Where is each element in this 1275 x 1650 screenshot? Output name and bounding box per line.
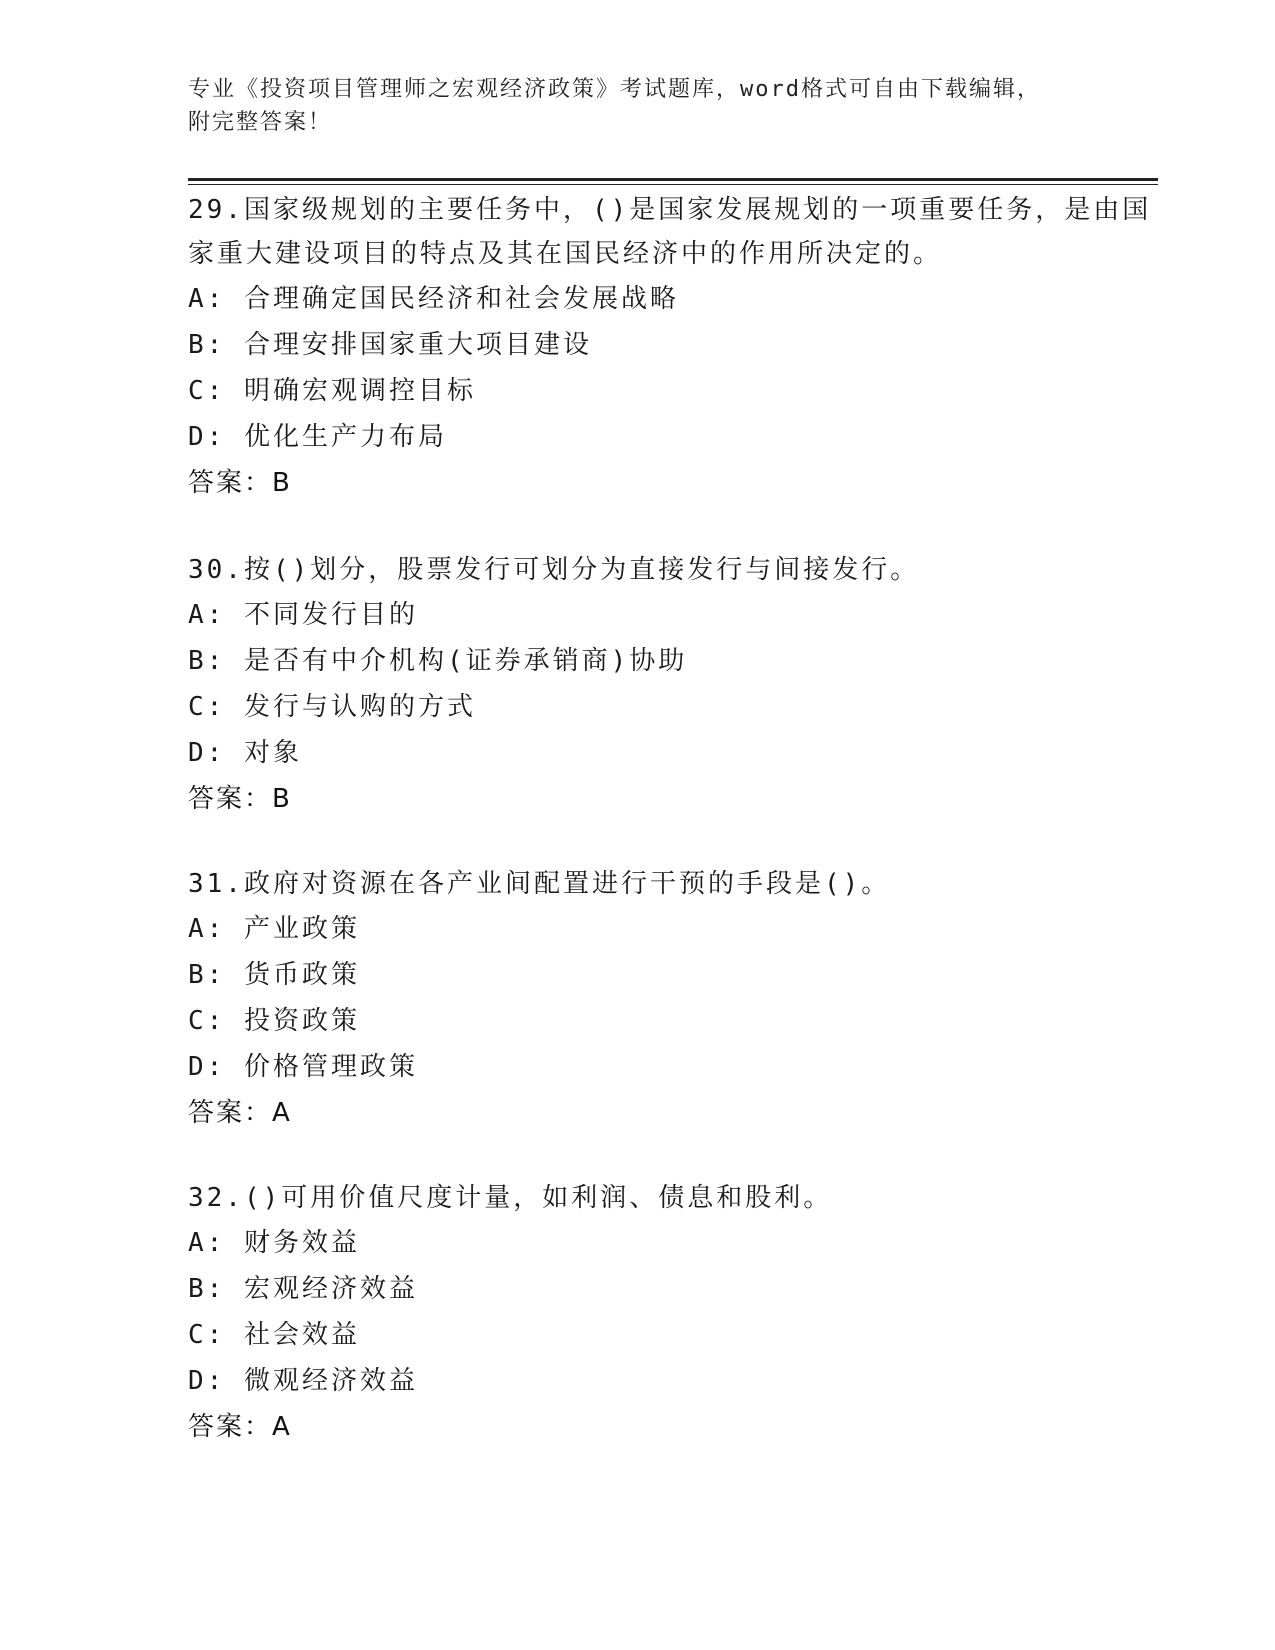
option-a: A: 产业政策 bbox=[188, 914, 360, 944]
option-d: D: 优化生产力布局 bbox=[188, 422, 447, 452]
header-intro-line-2: 附完整答案！ bbox=[188, 110, 333, 135]
option-a: A: 合理确定国民经济和社会发展战略 bbox=[188, 284, 679, 314]
header-intro-line-1: 专业《投资项目管理师之宏观经济政策》考试题库，word格式可自由下载编辑， bbox=[188, 77, 1041, 102]
option-d: D: 微观经济效益 bbox=[188, 1366, 418, 1396]
question-stem: 29.国家级规划的主要任务中，()是国家发展规划的一项重要任务，是由国家重大建设项目的特点及其在国民经济中的作用所决定的。 bbox=[188, 195, 1152, 269]
option-c: C: 社会效益 bbox=[188, 1320, 360, 1350]
option-a: A: 不同发行目的 bbox=[188, 600, 418, 630]
document-header bbox=[188, 73, 1088, 139]
option-b: B: 宏观经济效益 bbox=[188, 1274, 418, 1304]
answer-label: 答案：A bbox=[188, 1098, 292, 1128]
option-c: C: 投资政策 bbox=[188, 1006, 360, 1036]
question-stem: 32.()可用价值尺度计量，如利润、债息和股利。 bbox=[188, 1183, 833, 1213]
option-b: B: 合理安排国家重大项目建设 bbox=[188, 330, 592, 360]
option-a: A: 财务效益 bbox=[188, 1228, 360, 1258]
question-29 bbox=[188, 188, 1168, 506]
answer-label: 答案：B bbox=[188, 468, 292, 498]
option-c: C: 明确宏观调控目标 bbox=[188, 376, 476, 406]
question-30 bbox=[188, 548, 1168, 822]
header-divider-thick bbox=[188, 178, 1158, 181]
option-d: D: 价格管理政策 bbox=[188, 1052, 418, 1082]
option-d: D: 对象 bbox=[188, 738, 302, 768]
answer-label: 答案：A bbox=[188, 1412, 292, 1442]
question-31 bbox=[188, 862, 1168, 1136]
option-b: B: 货币政策 bbox=[188, 960, 360, 990]
question-32 bbox=[188, 1176, 1168, 1450]
question-stem: 31.政府对资源在各产业间配置进行干预的手段是()。 bbox=[188, 869, 891, 899]
option-b: B: 是否有中介机构(证券承销商)协助 bbox=[188, 646, 688, 676]
header-divider-thin bbox=[188, 184, 1158, 185]
option-c: C: 发行与认购的方式 bbox=[188, 692, 476, 722]
question-stem: 30.按()划分，股票发行可划分为直接发行与间接发行。 bbox=[188, 555, 920, 585]
answer-label: 答案：B bbox=[188, 784, 292, 814]
